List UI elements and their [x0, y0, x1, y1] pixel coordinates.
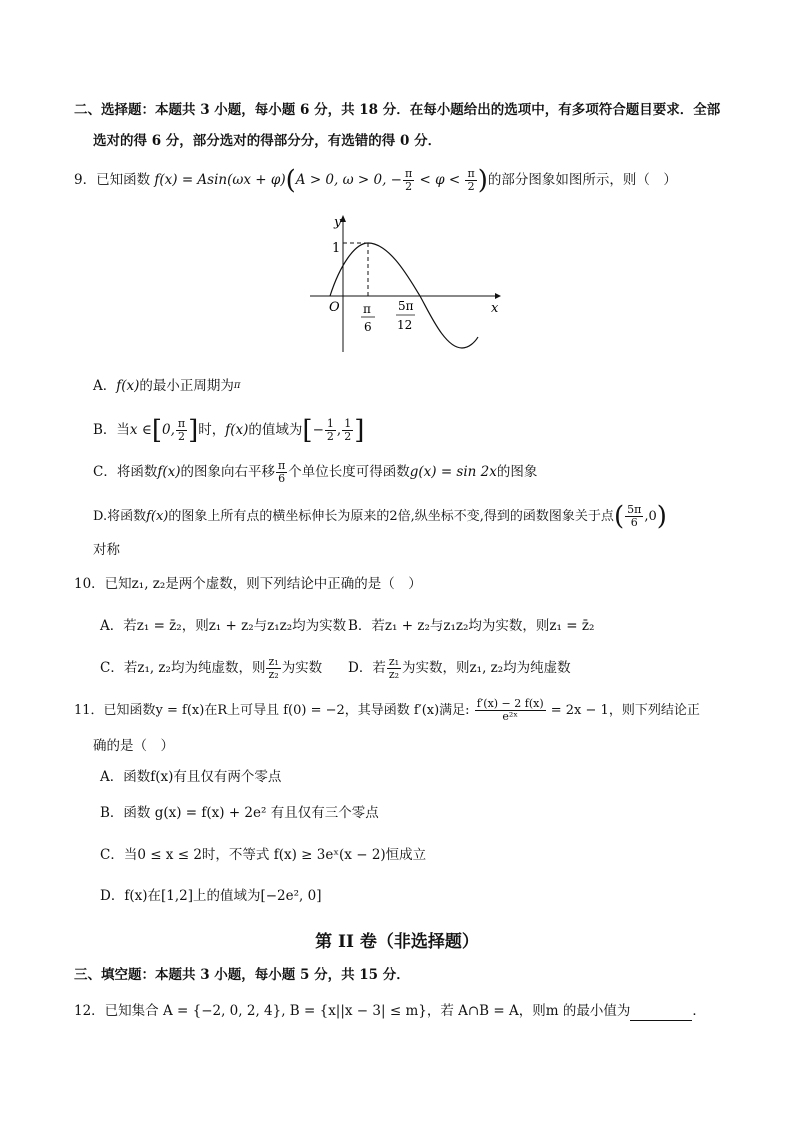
graph-y-label: y — [334, 215, 342, 230]
q10-option-c: C．若z₁, z₂均为纯虚数，则 $\frac{\text{z₁}}{\text{z₂}}$ 为实数 — [100, 655, 323, 681]
part2-title: 第 II 卷（非选择题） — [315, 932, 479, 952]
q9-stem-prefix: 已知函数 — [96, 172, 151, 188]
q11-option-a: A．函数f(x)有且仅有两个零点 — [100, 769, 282, 785]
graph-tick1-num: π — [363, 302, 371, 316]
graph-tick1-den: 6 — [364, 320, 372, 334]
q12-stem: 12．已知集合 A = {−2, 0, 2, 4}, B = {x||x − 3| ≤ m}，若 A∩B = A，则m 的最小值为 ． — [74, 1003, 706, 1019]
q9-bracket-close: ) — [477, 165, 488, 196]
q11-option-c: C．当0 ≤ x ≤ 2时，不等式 f(x) ≥ 3eˣ(x − 2)恒成立 — [100, 847, 427, 863]
q9-graph — [305, 210, 505, 358]
graph-tick2-num: 5π — [398, 299, 414, 313]
q11-option-b: B．函数 g(x) = f(x) + 2e² 有且仅有三个零点 — [100, 805, 379, 821]
q9-frac-pi-2-a: $\frac{\pi}{2}$ — [404, 167, 413, 193]
q9-function: f(x) = Asin(ωx + φ) — [154, 172, 286, 188]
q9-number: 9． — [74, 172, 97, 188]
q9-option-d: D.将函数f(x)的图象上所有点的横坐标伸长为原来的2倍,纵坐标不变,得到的函数图象关于点( $\frac{5\pi}{6}$ ,0) — [93, 501, 667, 532]
q9-option-d-line2: 对称 — [93, 542, 120, 558]
q10-option-a: A．若z₁ = z̄₂，则z₁ + z₂与z₁z₂均为实数 — [100, 618, 347, 634]
q9-stem-suffix: 的部分图象如图所示，则（ ） — [487, 172, 677, 188]
q11-option-d: D．f(x)在[1,2]上的值域为[−2e², 0] — [100, 888, 322, 904]
q9-option-a: A．f(x)的最小正周期为$^\pi$ — [93, 378, 241, 394]
q11-stem: 11．已知函数y = f(x)在R上可导且 f(0) = −2，其导函数 f′(x)满足: $\frac{f'(x) - 2 f(x)}{\text{e²ˣ}}$ = 2x − 1，则下列结论正 — [74, 697, 700, 723]
q12-answer-blank[interactable] — [630, 1006, 692, 1021]
section2-header-line1: 二、选择题：本题共 3 小题，每小题 6 分，共 18 分．在每小题给出的选项中，有多项符合题目要求．全部 — [74, 102, 721, 118]
graph-x-arrow — [495, 293, 501, 299]
q9-stem — [74, 165, 677, 196]
q9-frac-pi-2-b: $\frac{\pi}{2}$ — [467, 167, 475, 193]
q9-option-b: B．当x ∈[0, $\frac{\pi}{2}$ ]时，f(x)的值域为[− $\frac{1}{2}$ , $\frac{1}{2}$ ] — [93, 415, 365, 446]
q10-option-d: D．若 $\frac{\text{z₁}}{\text{z₂}}$ 为实数，则z₁, z₂均为纯虚数 — [348, 655, 571, 681]
graph-x-label: x — [491, 301, 499, 316]
q9-bracket-open: ( — [285, 165, 296, 196]
graph-tick2-den: 12 — [397, 318, 413, 332]
q9-conditions: A > 0, ω > 0, − — [295, 172, 402, 188]
graph-peak-label: 1 — [332, 241, 341, 256]
q9-cond-mid: < φ < — [415, 172, 465, 188]
q9-option-c: C．将函数f(x)的图象向右平移 $\frac{\pi}{6}$ 个单位长度可得函数g(x) = sin 2x的图象 — [93, 459, 538, 485]
q10-stem: 10．已知z₁, z₂是两个虚数，则下列结论中正确的是（ ） — [74, 576, 422, 592]
graph-origin-label: O — [329, 300, 340, 315]
q10-option-b: B．若z₁ + z₂与z₁z₂均为实数，则z₁ = z̄₂ — [348, 618, 595, 634]
section3-header: 三、填空题：本题共 3 小题，每小题 5 分，共 15 分． — [74, 967, 410, 983]
section2-header-line2: 选对的得 6 分，部分选对的得部分分，有选错的得 0 分． — [93, 133, 442, 149]
q11-stem-line2: 确的是（ ） — [93, 738, 174, 754]
